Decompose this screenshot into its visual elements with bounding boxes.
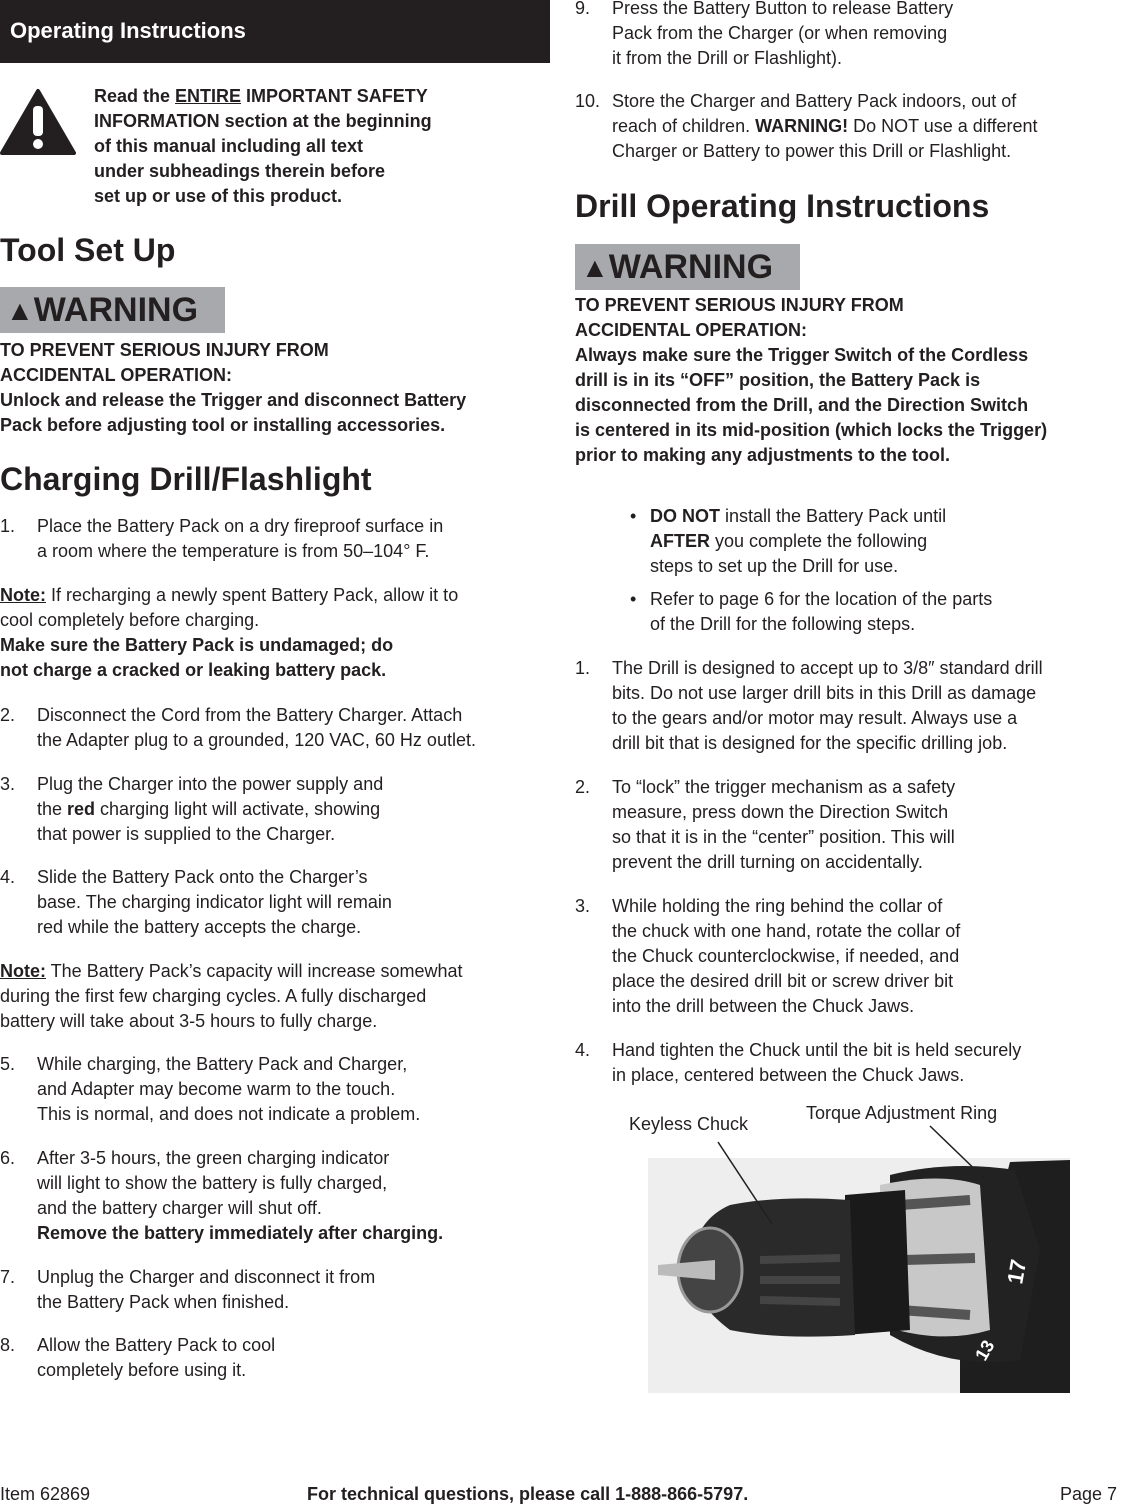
warning-triangle-icon: ▲ — [581, 251, 609, 283]
support-phone: For technical questions, please call 1-888-866-5797. — [307, 1484, 749, 1504]
note: Note: The Battery Pack’s capacity will increase somewhat during the first few charging cycles. A fully discharged battery will take about 3-5 hours to fully charge. — [0, 961, 463, 1031]
charging-heading: Charging Drill/Flashlight — [0, 461, 372, 497]
tool-setup-heading: Tool Set Up — [0, 232, 176, 268]
note: Note: If recharging a newly spent Battery Pack, allow it to cool completely before charging. Make sure the Battery Pack is undamaged; do not charge a cracked or leaking battery pack. — [0, 585, 459, 680]
warning-triangle-icon — [0, 88, 76, 156]
dial-number: 17 — [1002, 1257, 1032, 1286]
warning-triangle-icon: ▲ — [6, 294, 34, 326]
keyless-chuck-label: Keyless Chuck — [629, 1114, 749, 1134]
drill-chuck-figure — [620, 1100, 1080, 1400]
section-title: Operating Instructions — [10, 18, 246, 43]
drill-warning-text: TO PREVENT SERIOUS INJURY FROM ACCIDENTAL OPERATION: Always make sure the Trigger Switch of the Cordless drill is in its “OFF” position, the Battery Pack is disconnected from the Drill, and the Direction Switch is centered in its mid-position (which locks the Trigger) prior to making any adjustments to the tool. — [575, 295, 1048, 465]
section-header — [0, 0, 550, 63]
drill-heading: Drill Operating Instructions — [575, 188, 990, 224]
warning-badge: ▲ WARNING — [575, 244, 800, 290]
warning-badge: ▲ WARNING — [0, 287, 225, 333]
item-number: Item 62869 — [0, 1484, 91, 1504]
dial-number: 13 — [971, 1336, 999, 1364]
tool-setup-warning-text: TO PREVENT SERIOUS INJURY FROM ACCIDENTAL OPERATION: Unlock and release the Trigger and disconnect Battery Pack before adjusting tool or installing accessories. — [0, 340, 467, 435]
safety-notice: Read the ENTIRE IMPORTANT SAFETY INFORMATION section at the beginning of this manual including all text under subheadings therein before set up or use of this product. — [94, 86, 432, 206]
torque-ring-label: Torque Adjustment Ring — [806, 1103, 998, 1123]
page-number: Page 7 — [1060, 1484, 1118, 1504]
